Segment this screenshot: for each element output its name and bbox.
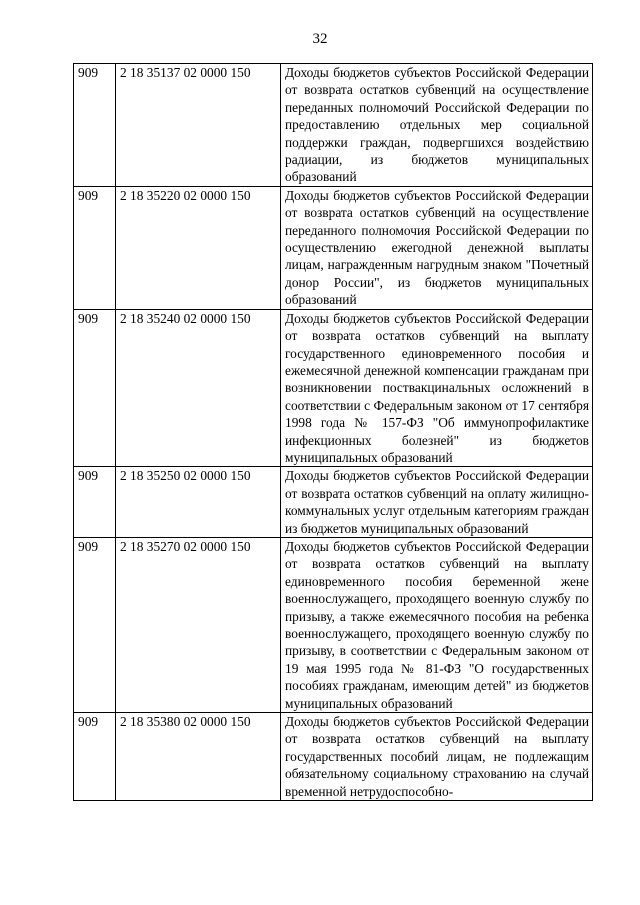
page-number: 32 [312,31,328,47]
admin-code-cell: 909 [74,309,116,467]
table-row [74,64,593,187]
admin-code-cell: 909 [74,186,116,309]
revenue-name-cell: Доходы бюджетов субъектов Российской Федерации от возврата остатков субвенций на выплату государственного единовременного пособия и ежемесячной денежной компенсации гражданам при возникновении поствакцинальных осложнений в соответствии с Федеральным законом от 17 сентября 1998 года № 157-ФЗ "Об иммунопрофилактике инфекционных болезней" из бюджетов муниципальных образований [281,309,593,467]
budget-code-cell: 2 18 35250 02 0000 150 [116,467,281,538]
budget-code-cell: 2 18 35380 02 0000 150 [116,713,281,801]
budget-code-cell: 2 18 35270 02 0000 150 [116,537,281,712]
budget-code-cell: 2 18 35220 02 0000 150 [116,186,281,309]
revenue-codes-table [73,63,593,801]
revenue-name-cell: Доходы бюджетов субъектов Российской Федерации от возврата остатков субвенций на осуществление переданного полномочия Российской Федерации по осуществлению ежегодной денежной выплаты лицам, награжденным нагрудным знаком "Почетный донор России", из бюджетов муниципальных образований [281,186,593,309]
revenue-name-cell: Доходы бюджетов субъектов Российской Федерации от возврата остатков субвенций на оплату жилищно-коммунальных услуг отдельным категориям граждан из бюджетов муниципальных образований [281,467,593,538]
admin-code-cell: 909 [74,467,116,538]
revenue-name-cell: Доходы бюджетов субъектов Российской Федерации от возврата остатков субвенций на выплату единовременного пособия беременной жене военнослужащего, проходящего военную службу по призыву, а также ежемесячного пособия на ребенка военнослужащего, проходящего военную службу по призыву, в соответствии с Федеральным законом от 19 мая 1995 года № 81-ФЗ "О государственных пособиях гражданам, имеющим детей" из бюджетов муниципальных образований [281,537,593,712]
admin-code-cell: 909 [74,537,116,712]
admin-code-cell: 909 [74,64,116,187]
table-row [74,309,593,467]
budget-code-cell: 2 18 35137 02 0000 150 [116,64,281,187]
table-row [74,713,593,801]
table-row [74,537,593,712]
budget-code-cell: 2 18 35240 02 0000 150 [116,309,281,467]
revenue-name-cell: Доходы бюджетов субъектов Российской Федерации от возврата остатков субвенций на осуществление переданных полномочий Российской Федерации по предоставлению отдельных мер социальной поддержки граждан, подвергшихся воздействию радиации, из бюджетов муниципальных образований [281,64,593,187]
revenue-name-cell: Доходы бюджетов субъектов Российской Федерации от возврата остатков субвенций на выплату государственных пособий лицам, не подлежащим обязательному социальному страхованию на случай временной нетрудоспособно- [281,713,593,801]
table-row [74,186,593,309]
table-row [74,467,593,538]
admin-code-cell: 909 [74,713,116,801]
